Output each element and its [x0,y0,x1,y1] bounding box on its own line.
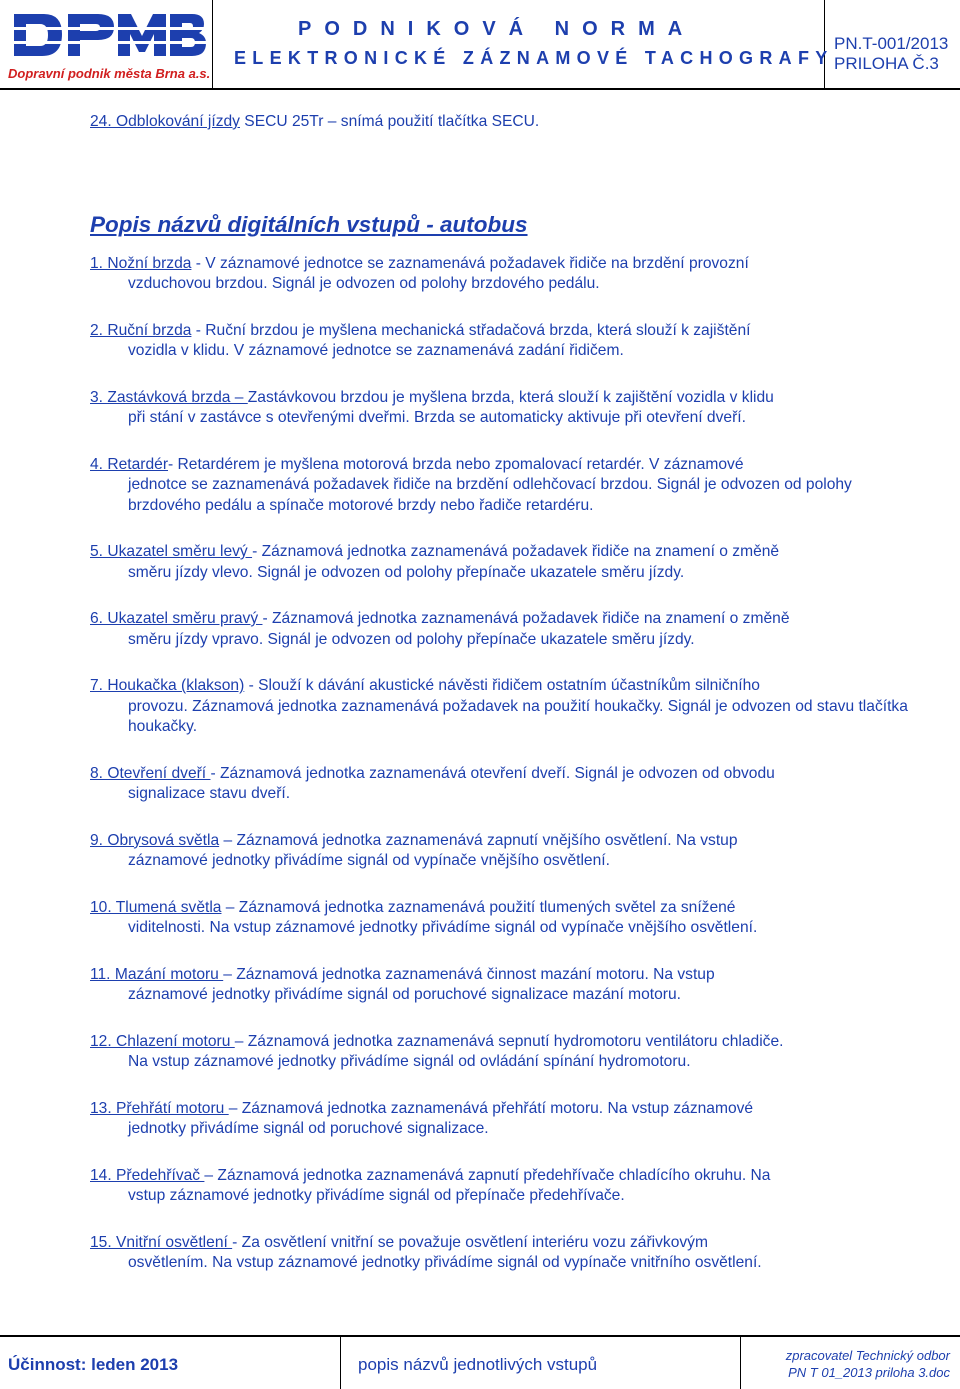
page-header [0,0,960,92]
header-divider [0,88,960,90]
list-item [90,831,920,872]
list-item [90,1233,920,1274]
item-label: 1. Nožní brzda [90,254,192,272]
intro-text: SECU 25Tr – snímá použití tlačítka SECU. [239,113,540,130]
footer-description: popis názvů jednotlivých vstupů [358,1355,598,1374]
item-continuation: viditelnosti. Na vstup záznamové jednotky přivádíme signál od vypínače vnějšího osvětlení. [128,919,758,936]
item-label: 11. Mazání motoru [90,965,224,983]
footer-separator [740,1337,741,1389]
effective-date: Účinnost: leden 2013 [8,1355,179,1374]
document-subtitle: ELEKTRONICKÉ ZÁZNAMOVÉ TACHOGRAFY [234,48,834,68]
item-continuation: vstup záznamové jednotky přivádíme signál od přepínače předehřívače. [128,1187,625,1204]
list-item [90,455,920,517]
item-label: 7. Houkačka (klakson) [90,677,245,694]
item-label: 13. Přehřátí motoru [90,1099,229,1117]
list-item [90,388,920,429]
section-title: Popis názvů digitálních vstupů - autobus [90,211,528,237]
dpmb-logo-icon [6,10,206,66]
document-title-box [212,0,834,88]
item-text: - Retardérem je myšlena motorová brzda nebo zpomalovací retardér. V záznamové [168,455,744,473]
document-code: PN.T-001/2013 [834,34,949,53]
item-label: 6. Ukazatel směru pravý [90,610,263,627]
item-text: - Za osvětlení vnitřní se považuje osvětlení interiéru vozu zářivkovým [232,1233,708,1251]
item-continuation: záznamové jednotky přivádíme signál od poruchové signalizace mazání motoru. [128,986,682,1003]
company-logo [0,0,213,88]
item-label: 3. Zastávková brzda – [90,388,248,406]
item-continuation: vozidla v klidu. V záznamové jednotce se zaznamenává zadání řidičem. [128,342,624,359]
page-body [90,112,920,1300]
item-text: - Záznamová jednotka zaznamenává požadavek řidiče na znamení o změně [252,543,780,560]
item-text: - Ruční brzdou je myšlena mechanická střadačová brzda, která slouží k zajištění [191,321,751,339]
document-title: PODNIKOVÁ NORMA [298,18,696,40]
footer-filename: PN T 01_2013 priloha 3.doc [788,1365,950,1380]
item-continuation: směru jízdy vlevo. Signál je odvozen od polohy přepínače ukazatele směru jízdy. [128,563,685,581]
item-continuation: osvětlením. Na vstup záznamové jednotky přivádíme signál od vypínače vnitřního osvětlení. [128,1254,762,1271]
list-item [90,609,920,650]
item-label: 14. Předehřívač [90,1166,205,1184]
item-label: 10. Tlumená světla [90,898,222,916]
list-item [90,254,920,295]
item-text: Zastávkovou brzdou je myšlena brzda, která slouží k zajištění vozidla v klidu [247,388,774,406]
list-item [90,1032,920,1073]
item-label: 5. Ukazatel směru levý [90,543,253,560]
list-item [90,764,920,805]
intro-line [90,112,920,133]
item-text: – Záznamová jednotka zaznamenává použití tlumených světel za snížené [221,898,736,916]
item-continuation: při stání v zastávce s otevřenými dveřmi. Brzda se automaticky aktivuje při otevření dveří. [128,409,746,426]
list-item [90,1099,920,1140]
document-code-box [824,0,960,88]
list-item [90,898,920,939]
page-footer [0,1337,960,1389]
item-text: - Slouží k dávání akustické návěsti řidičem ostatním účastníkům silničního [244,677,760,694]
item-continuation: jednotky přivádíme signál od poruchové signalizace. [128,1120,489,1137]
footer-separator [340,1337,341,1389]
item-continuation: Na vstup záznamové jednotky přivádíme signál od ovládání spínání hydromotoru. [128,1053,691,1070]
item-text: - Záznamová jednotka zaznamenává požadavek řidiče na znamení o změně [262,610,790,627]
item-label: 9. Obrysová světla [90,831,220,849]
item-text: – Záznamová jednotka zaznamenává sepnutí hydromotoru ventilátoru chladiče. [234,1032,784,1050]
list-item [90,321,920,362]
input-list [90,254,920,1274]
item-continuation: provozu. Záznamová jednotka zaznamenává požadavek na použití houkačky. Signál je odvozen od stavu tlačítka houkačky. [128,697,908,735]
footer-author: zpracovatel Technický odbor [785,1348,950,1363]
item-continuation: směru jízdy vpravo. Signál je odvozen od polohy přepínače ukazatele směru jízdy. [128,630,695,648]
list-item [90,1166,920,1207]
item-label: 8. Otevření dveří [90,764,211,782]
item-label: 2. Ruční brzda [90,321,192,339]
logo-caption: Dopravní podnik města Brna a.s. [8,66,211,81]
item-text: – Záznamová jednotka zaznamenává zapnutí vnějšího osvětlení. Na vstup [219,831,738,849]
item-text: – Záznamová jednotka zaznamenává činnost mazání motoru. Na vstup [223,965,715,983]
item-text: - Záznamová jednotka zaznamenává otevření dveří. Signál je odvozen od obvodu [210,764,775,782]
item-label: 15. Vnitřní osvětlení [90,1233,233,1251]
intro-label: 24. Odblokování jízdy [90,113,240,130]
item-text: - V záznamové jednotce se zaznamenává požadavek řidiče na brzdění provozní [191,254,749,272]
item-text: – Záznamová jednotka zaznamenává přehřátí motoru. Na vstup záznamové [228,1099,754,1117]
item-continuation: signalizace stavu dveří. [128,785,291,802]
item-continuation: jednotce se zaznamenává požadavek řidiče na brzdění odlehčovací brzdou. Signál je odvozen od polohy brzdového pedálu a spínače motorové brzdy nebo řadiče retardéru. [128,476,852,514]
item-continuation: záznamové jednotky přivádíme signál od vypínače vnějšího osvětlení. [128,852,610,869]
item-label: 12. Chlazení motoru [90,1032,235,1050]
list-item [90,676,920,738]
item-label: 4. Retardér [90,455,169,473]
item-text: – Záznamová jednotka zaznamenává zapnutí předehřívače chladícího okruhu. Na [204,1166,771,1184]
appendix-number: PRILOHA Č.3 [834,54,939,73]
list-item [90,965,920,1006]
list-item [90,542,920,583]
item-continuation: vzduchovou brzdou. Signál je odvozen od polohy brzdového pedálu. [128,275,600,292]
